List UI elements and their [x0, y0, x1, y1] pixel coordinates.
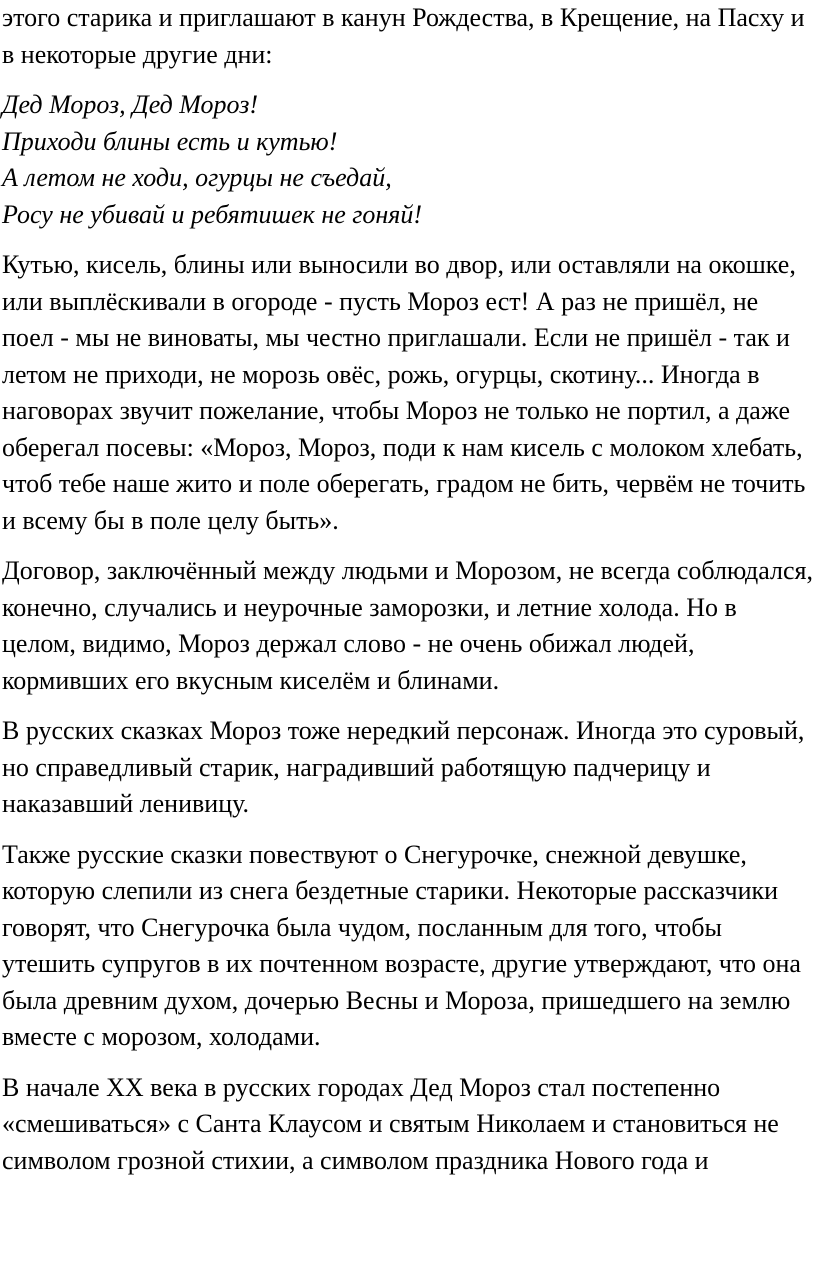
poem-line: Приходи блины есть и кутью! — [2, 126, 338, 156]
poem-line: Дед Мороз, Дед Мороз! — [2, 90, 259, 119]
paragraph-snegurochka: Также русские сказки повествуют о Снегурочке, снежной девушке, которую слепили из снега бездетные старики. Некоторые рассказчики говорят, что Снегурочка была чудом, посланным для того, чтобы утешить супругов в их почтенном возрасте, другие утверждают, что она была древним духом, дочерью Весны и Мороза, пришедшего на землю вместе с морозом, холодами. — [2, 839, 801, 1051]
paragraph-intro: этого старика и приглашают в канун Рождества, в Крещение, на Пасху и в некоторые другие дни: — [2, 3, 805, 69]
paragraph-agreement: Договор, заключённый между людьми и Морозом, не всегда соблюдался, конечно, случались и неурочные заморозки, и летние холода. Но в целом, видимо, Мороз держал слово - не очень обижал людей, кормивших его вкусным киселём и блинами. — [2, 556, 813, 695]
document-page — [2, 0, 814, 1179]
paragraph-fairy-tales: В русских сказках Мороз тоже нередкий персонаж. Иногда это суровый, но справедливый старик, наградивший работящую падчерицу и наказавший ленивицу. — [2, 716, 805, 818]
poem-line: Росу не убивай и ребятишек не гоняй! — [2, 199, 423, 229]
poem-block — [2, 87, 814, 233]
poem-line: А летом не ходи, огурцы не съедай, — [2, 163, 392, 192]
paragraph-offerings: Кутью, кисель, блины или выносили во двор, или оставляли на окошке, или выплёскивали в огороде - пусть Мороз ест! А раз не пришёл, не поел - мы не виноваты, мы честно приглашали. Если не пришёл - так и летом не приходи, не морозь овёс, рожь, огурцы, скотину... Иногда в наговорах звучит пожелание, чтобы Мороз не только не портил, а даже оберегал посевы: «Мороз, Мороз, поди к нам кисель с молоком хлебать, чтоб тебе наше жито и поле оберегать, градом не бить, червём не точить и всему бы в поле целу быть». — [2, 250, 806, 535]
paragraph-twentieth-century: В начале XX века в русских городах Дед Мороз стал постепенно «смешиваться» с Санта Клаусом и святым Николаем и становиться не символом грозной стихии, а символом праздника Нового года и — [2, 1072, 779, 1175]
